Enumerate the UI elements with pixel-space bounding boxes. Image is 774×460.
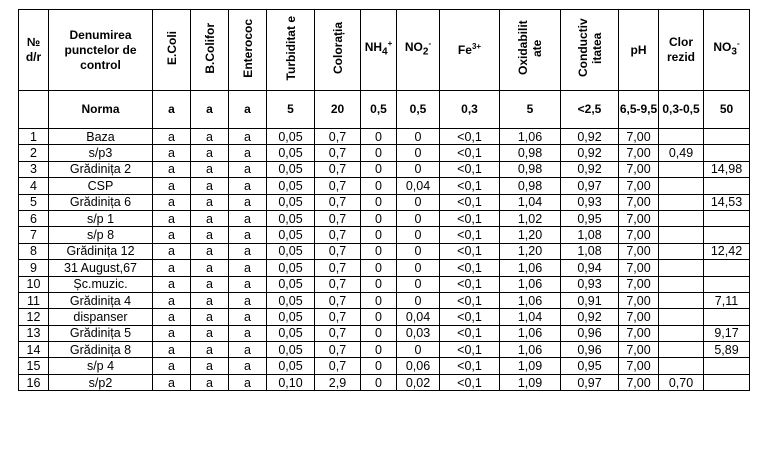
table-cell [659,178,704,194]
table-cell: a [191,292,229,308]
table-cell: 0 [361,325,397,341]
table-cell: <0,1 [440,325,500,341]
table-cell: 7,00 [619,129,659,145]
table-cell: <0,1 [440,309,500,325]
table-cell: Grădinița 8 [49,342,153,358]
table-cell: s/p2 [49,374,153,390]
table-cell: 0,7 [315,161,361,177]
table-cell: a [229,227,267,243]
table-cell: 0 [361,227,397,243]
table-cell: 1,08 [561,227,619,243]
table-cell: Grădinița 6 [49,194,153,210]
table-cell: a [153,342,191,358]
table-cell [659,358,704,374]
table-cell: <0,1 [440,358,500,374]
table-row [19,145,750,161]
table-cell: 0 [361,358,397,374]
table-cell: <0,1 [440,276,500,292]
table-cell: 0 [361,161,397,177]
table-cell [659,161,704,177]
table-cell: s/p 1 [49,210,153,226]
table-cell: 0,93 [561,276,619,292]
table-cell: 1,04 [500,194,561,210]
table-cell: 0,49 [659,145,704,161]
table-cell: 0 [361,243,397,259]
table-cell: 0,5 [397,91,440,129]
table-cell: Grădinița 12 [49,243,153,259]
table-cell: <0,1 [440,161,500,177]
table-cell: 7,00 [619,309,659,325]
table-cell: 0,7 [315,309,361,325]
table-cell: <2,5 [561,91,619,129]
table-cell: 7,11 [704,292,750,308]
table-row [19,260,750,276]
table-cell: 8 [19,243,49,259]
table-cell: 9,17 [704,325,750,341]
header-row [19,10,750,91]
table-cell: 0 [397,129,440,145]
table-cell: 1,06 [500,325,561,341]
table-cell: a [153,325,191,341]
table-cell: 13 [19,325,49,341]
table-cell: 1,20 [500,227,561,243]
table-cell: CSP [49,178,153,194]
col-header-enterococ: Enterococ [229,10,267,91]
table-cell: 0,7 [315,129,361,145]
table-cell: <0,1 [440,145,500,161]
table-cell: a [191,227,229,243]
table-cell: 0,94 [561,260,619,276]
table-row [19,227,750,243]
table-cell: Grădinița 5 [49,325,153,341]
table-cell: a [153,194,191,210]
table-cell: 4 [19,178,49,194]
table-cell: 1,06 [500,276,561,292]
col-header-ph: pH [619,10,659,91]
table-cell: 7,00 [619,374,659,390]
table-cell: 14,98 [704,161,750,177]
table-cell: 0 [361,210,397,226]
col-header-nr: № d/r [19,10,49,91]
table-cell: dispanser [49,309,153,325]
col-header-bcolifor: B.Colifor [191,10,229,91]
table-cell: s/p3 [49,145,153,161]
table-cell: 0 [397,342,440,358]
table-cell [19,91,49,129]
table-cell: 0 [361,292,397,308]
table-cell: 1,20 [500,243,561,259]
table-row [19,243,750,259]
table-cell: a [229,292,267,308]
table-cell: 7,00 [619,145,659,161]
col-header-no3: $NO_3^-$ [704,10,750,91]
table-row [19,325,750,341]
table-cell: a [153,292,191,308]
table-cell: 0,7 [315,276,361,292]
table-cell: Baza [49,129,153,145]
table-cell: 0,5 [361,91,397,129]
table-cell: 0,97 [561,178,619,194]
table-cell [659,276,704,292]
table-cell: a [191,325,229,341]
table-row [19,309,750,325]
table-cell: 0,7 [315,210,361,226]
table-cell [659,210,704,226]
table-cell: <0,1 [440,260,500,276]
table-cell: 0,93 [561,194,619,210]
col-header-fe: $Fe^{3+}$ [440,10,500,91]
table-cell: a [229,129,267,145]
table-cell: 0,05 [267,161,315,177]
table-cell: 0,96 [561,325,619,341]
table-cell: 1,06 [500,260,561,276]
table-cell: 20 [315,91,361,129]
col-header-denumirea: Denumirea punctelor de control [49,10,153,91]
table-cell: 12,42 [704,243,750,259]
table-cell: 7,00 [619,292,659,308]
col-header-conductivitatea: Conductiv itatea [561,10,619,91]
table-cell: 0,7 [315,325,361,341]
table-cell: a [191,276,229,292]
table-cell [659,325,704,341]
table-row [19,161,750,177]
table-cell: 0,05 [267,145,315,161]
table-cell: 0 [361,129,397,145]
table-cell: a [191,210,229,226]
table-cell: 6,5-9,5 [619,91,659,129]
table-cell: a [153,243,191,259]
table-cell: <0,1 [440,194,500,210]
table-cell: 6 [19,210,49,226]
table-cell: <0,1 [440,342,500,358]
table-cell: 0,96 [561,342,619,358]
table-cell: a [153,309,191,325]
table-cell: 14,53 [704,194,750,210]
table-cell: 0,05 [267,227,315,243]
table-cell: <0,1 [440,178,500,194]
table-cell: 0 [361,178,397,194]
table-cell [704,145,750,161]
table-cell: 0,05 [267,358,315,374]
table-cell: 0 [397,260,440,276]
table-cell: 7,00 [619,194,659,210]
table-cell: a [191,358,229,374]
table-cell: Norma [49,91,153,129]
col-header-nh4: $NH_4^+$ [361,10,397,91]
water-quality-table-container [18,9,750,391]
table-cell: 0 [397,161,440,177]
table-cell: 0 [397,227,440,243]
table-cell [659,227,704,243]
table-cell [659,342,704,358]
table-cell: s/p 8 [49,227,153,243]
table-cell: a [153,260,191,276]
table-cell: 0,70 [659,374,704,390]
table-cell [704,227,750,243]
table-cell: 3 [19,161,49,177]
table-cell: 0 [397,292,440,308]
table-cell: 0,05 [267,292,315,308]
table-cell: 0,7 [315,358,361,374]
table-cell: 0,04 [397,178,440,194]
table-cell: 0,06 [397,358,440,374]
table-cell: a [191,129,229,145]
table-cell: a [153,178,191,194]
table-cell: a [229,358,267,374]
table-cell: 5 [19,194,49,210]
table-cell [659,260,704,276]
table-cell: 9 [19,260,49,276]
table-cell: 0,92 [561,161,619,177]
table-cell: 0,05 [267,325,315,341]
table-row [19,178,750,194]
table-cell [704,260,750,276]
table-cell: <0,1 [440,210,500,226]
table-cell: a [191,243,229,259]
table-cell: a [153,145,191,161]
table-cell [659,243,704,259]
table-cell: a [229,91,267,129]
table-row [19,374,750,390]
table-cell [704,309,750,325]
table-cell: a [229,309,267,325]
col-header-clor: Clor rezid [659,10,704,91]
table-cell: 7,00 [619,342,659,358]
table-cell: 0,7 [315,243,361,259]
table-cell: 1,06 [500,342,561,358]
table-cell: 0,05 [267,342,315,358]
table-cell: a [153,227,191,243]
table-cell: 7,00 [619,325,659,341]
table-cell: 0,98 [500,178,561,194]
table-cell: 0,91 [561,292,619,308]
table-row [19,292,750,308]
table-cell: 0,02 [397,374,440,390]
table-cell: 0,05 [267,129,315,145]
table-cell: Grădinița 4 [49,292,153,308]
table-cell: a [153,91,191,129]
table-cell [704,374,750,390]
table-cell: 0,3 [440,91,500,129]
table-cell: a [229,276,267,292]
table-cell: 5 [267,91,315,129]
table-cell: 0,05 [267,194,315,210]
table-cell: 16 [19,374,49,390]
table-cell: 14 [19,342,49,358]
table-cell: a [229,342,267,358]
table-cell [659,292,704,308]
table-cell: 1,09 [500,374,561,390]
table-cell: 0,97 [561,374,619,390]
table-cell: a [229,374,267,390]
table-cell [704,129,750,145]
table-cell: 0,95 [561,358,619,374]
table-cell: 15 [19,358,49,374]
table-cell: s/p 4 [49,358,153,374]
table-cell: a [229,145,267,161]
table-cell: 1,04 [500,309,561,325]
col-header-coloratia: Colorația [315,10,361,91]
water-quality-table [18,9,750,391]
table-cell: 7,00 [619,276,659,292]
table-cell: 0 [361,309,397,325]
table-cell: 0,04 [397,309,440,325]
table-row [19,358,750,374]
table-cell: 0,92 [561,145,619,161]
table-cell: 0,05 [267,260,315,276]
table-cell: 5,89 [704,342,750,358]
table-row [19,129,750,145]
table-cell: 0,05 [267,276,315,292]
table-cell: 0 [397,210,440,226]
table-cell: 7 [19,227,49,243]
table-cell: a [229,210,267,226]
table-cell: 0,05 [267,178,315,194]
table-cell: 0,98 [500,145,561,161]
table-cell: 0,3-0,5 [659,91,704,129]
table-cell: a [229,243,267,259]
table-cell: 50 [704,91,750,129]
table-cell: 0,7 [315,178,361,194]
table-body [19,91,750,391]
table-cell: <0,1 [440,129,500,145]
table-cell: 0,03 [397,325,440,341]
table-cell: 2 [19,145,49,161]
table-cell: 7,00 [619,358,659,374]
table-cell: a [153,129,191,145]
table-cell: 1,06 [500,129,561,145]
table-cell: <0,1 [440,227,500,243]
col-header-oxidabilitate: Oxidabilit ate [500,10,561,91]
table-cell: a [153,161,191,177]
table-row [19,342,750,358]
table-cell [704,178,750,194]
table-cell: 0,7 [315,145,361,161]
table-cell: <0,1 [440,243,500,259]
table-cell: 0,05 [267,309,315,325]
table-cell: 11 [19,292,49,308]
table-cell [704,276,750,292]
table-cell: 12 [19,309,49,325]
table-cell: 1,02 [500,210,561,226]
table-cell: Grădinița 2 [49,161,153,177]
norma-row [19,91,750,129]
table-cell: 0 [361,194,397,210]
table-cell: <0,1 [440,374,500,390]
table-cell: 0 [361,145,397,161]
table-cell: a [153,358,191,374]
table-cell [659,129,704,145]
table-cell: Șc.muzic. [49,276,153,292]
table-cell: 0 [361,260,397,276]
table-cell: 5 [500,91,561,129]
table-cell: 0 [397,194,440,210]
table-cell: 0,05 [267,243,315,259]
table-cell: 0,98 [500,161,561,177]
table-cell: 0 [361,342,397,358]
col-header-no2: $NO_2^-$ [397,10,440,91]
table-cell: a [191,342,229,358]
table-cell: a [191,194,229,210]
table-cell: a [191,145,229,161]
table-cell: 7,00 [619,227,659,243]
table-cell: 0,7 [315,227,361,243]
table-cell: a [229,178,267,194]
table-cell: a [153,276,191,292]
table-cell: 0,7 [315,342,361,358]
table-cell: a [191,91,229,129]
table-cell [704,358,750,374]
table-cell: 0,7 [315,292,361,308]
col-header-ecoli: E.Coli [153,10,191,91]
table-cell: 0,92 [561,309,619,325]
table-cell: 2,9 [315,374,361,390]
table-cell: a [191,178,229,194]
table-cell: a [191,374,229,390]
table-cell: 0,95 [561,210,619,226]
table-cell [659,194,704,210]
table-cell: a [229,325,267,341]
table-cell: a [229,194,267,210]
table-cell [659,309,704,325]
table-cell: 7,00 [619,243,659,259]
table-cell: 1,09 [500,358,561,374]
table-cell: a [229,161,267,177]
table-cell: 0,05 [267,210,315,226]
table-cell: 0,7 [315,260,361,276]
table-row [19,210,750,226]
table-row [19,194,750,210]
table-cell: a [153,210,191,226]
table-cell: 10 [19,276,49,292]
table-cell: a [229,260,267,276]
table-cell: 1 [19,129,49,145]
table-row [19,276,750,292]
col-header-turbiditate: Turbiditat e [267,10,315,91]
table-cell [704,210,750,226]
table-cell: 0,92 [561,129,619,145]
table-cell: 0,10 [267,374,315,390]
table-cell: 1,06 [500,292,561,308]
table-cell: 0 [397,145,440,161]
table-cell: 31 August,67 [49,260,153,276]
table-cell: <0,1 [440,292,500,308]
table-cell: 1,08 [561,243,619,259]
table-cell: 0,7 [315,194,361,210]
table-cell: 7,00 [619,260,659,276]
table-cell: 0 [397,276,440,292]
table-cell: 7,00 [619,161,659,177]
table-cell: a [153,374,191,390]
table-cell: 0 [361,374,397,390]
table-cell: 7,00 [619,210,659,226]
table-cell: a [191,260,229,276]
table-cell: 0 [361,276,397,292]
table-cell: 7,00 [619,178,659,194]
table-cell: a [191,161,229,177]
table-cell: 0 [397,243,440,259]
table-cell: a [191,309,229,325]
